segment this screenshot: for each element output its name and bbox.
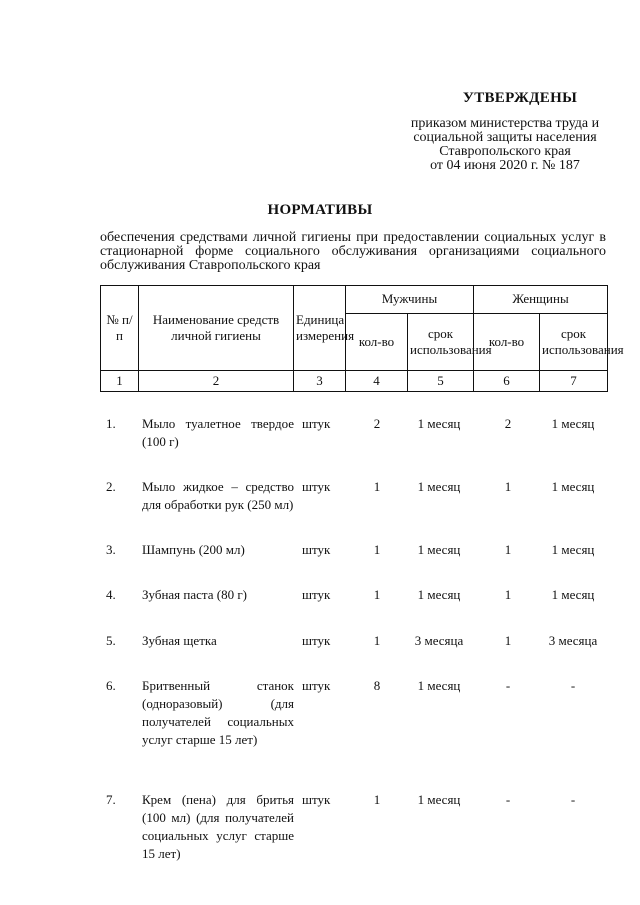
women-quantity: 1 bbox=[504, 587, 512, 602]
item-name: Шампунь (200 мл) bbox=[142, 542, 245, 557]
men-quantity: 1 bbox=[373, 792, 381, 807]
women-term: - bbox=[570, 792, 576, 807]
men-term: 1 месяц bbox=[417, 792, 461, 807]
men-quantity: 2 bbox=[373, 416, 381, 431]
header-men-qty: кол-во bbox=[346, 313, 408, 370]
item-name: Бритвенный станок (одноразовый) (для получателей социальных услуг старше 15 лет) bbox=[142, 678, 294, 747]
women-term: 1 месяц bbox=[551, 587, 595, 602]
item-unit: штук bbox=[302, 416, 331, 431]
row-number: 4. bbox=[106, 587, 116, 602]
item-name: Зубная паста (80 г) bbox=[142, 587, 248, 602]
men-term: 1 месяц bbox=[417, 479, 461, 494]
document-subtitle: обеспечения средствами личной гигиены при предоставлении социальных услуг в стационарной форме социального обслуживания организациями социального обслуживания Ставропольского края bbox=[100, 230, 606, 273]
row-number: 2. bbox=[106, 479, 116, 494]
header-women: Женщины bbox=[474, 286, 608, 314]
men-quantity: 1 bbox=[373, 633, 381, 648]
column-number: 3 bbox=[294, 371, 346, 392]
header-unit: Единица измерения bbox=[294, 286, 346, 371]
item-unit: штук bbox=[302, 542, 331, 557]
column-number: 7 bbox=[540, 371, 608, 392]
women-term: 1 месяц bbox=[551, 479, 595, 494]
column-number: 5 bbox=[408, 371, 474, 392]
item-unit: штук bbox=[302, 678, 331, 693]
item-name: Мыло жидкое – средство для обработки рук (250 мл) bbox=[142, 479, 294, 512]
row-number: 5. bbox=[106, 633, 116, 648]
approval-title: УТВЕРЖДЕНЫ bbox=[462, 90, 578, 106]
women-quantity: 1 bbox=[504, 633, 512, 648]
header-women-qty: кол-во bbox=[474, 313, 540, 370]
approval-line: приказом министерства труда и bbox=[410, 116, 600, 131]
column-number: 2 bbox=[139, 371, 294, 392]
item-name: Мыло туалетное твердое (100 г) bbox=[142, 416, 294, 449]
norms-table-header bbox=[100, 285, 624, 392]
document-title: НОРМАТИВЫ bbox=[267, 202, 373, 218]
approval-line: от 04 июня 2020 г. № 187 bbox=[430, 158, 580, 173]
approval-lines bbox=[390, 117, 620, 173]
item-name: Зубная щетка bbox=[142, 633, 217, 648]
header-men-term: срок использования bbox=[408, 313, 474, 370]
women-quantity: 1 bbox=[504, 479, 512, 494]
item-unit: штук bbox=[302, 792, 331, 807]
approval-block bbox=[390, 90, 620, 173]
women-term: - bbox=[570, 678, 576, 693]
header-women-term: срок использования bbox=[540, 313, 608, 370]
men-term: 1 месяц bbox=[417, 416, 461, 431]
men-quantity: 1 bbox=[373, 587, 381, 602]
row-number: 3. bbox=[106, 542, 116, 557]
men-term: 3 месяца bbox=[414, 633, 464, 648]
column-number: 4 bbox=[346, 371, 408, 392]
item-unit: штук bbox=[302, 587, 331, 602]
column-number: 6 bbox=[474, 371, 540, 392]
women-quantity: 1 bbox=[504, 542, 512, 557]
men-quantity: 1 bbox=[373, 479, 381, 494]
women-term: 3 месяца bbox=[548, 633, 598, 648]
women-term: 1 месяц bbox=[551, 416, 595, 431]
header-no: № п/п bbox=[101, 286, 139, 371]
approval-line: Ставропольского края bbox=[439, 144, 571, 159]
women-quantity: 2 bbox=[504, 416, 512, 431]
approval-line: социальной защиты населения bbox=[413, 130, 597, 145]
men-term: 1 месяц bbox=[417, 542, 461, 557]
men-term: 1 месяц bbox=[417, 678, 461, 693]
men-quantity: 1 bbox=[373, 542, 381, 557]
women-term: 1 месяц bbox=[551, 542, 595, 557]
women-quantity: - bbox=[505, 792, 511, 807]
item-unit: штук bbox=[302, 633, 331, 648]
column-number: 1 bbox=[101, 371, 139, 392]
header-name: Наименование средств личной гигиены bbox=[139, 286, 294, 371]
women-quantity: - bbox=[505, 678, 511, 693]
header-men: Мужчины bbox=[346, 286, 474, 314]
men-term: 1 месяц bbox=[417, 587, 461, 602]
men-quantity: 8 bbox=[373, 678, 381, 693]
row-number: 6. bbox=[106, 678, 116, 693]
item-unit: штук bbox=[302, 479, 331, 494]
row-number: 1. bbox=[106, 416, 116, 431]
row-number: 7. bbox=[106, 792, 116, 807]
item-name: Крем (пена) для бритья (100 мл) (для получателей социальных услуг старше 15 лет) bbox=[142, 792, 294, 861]
